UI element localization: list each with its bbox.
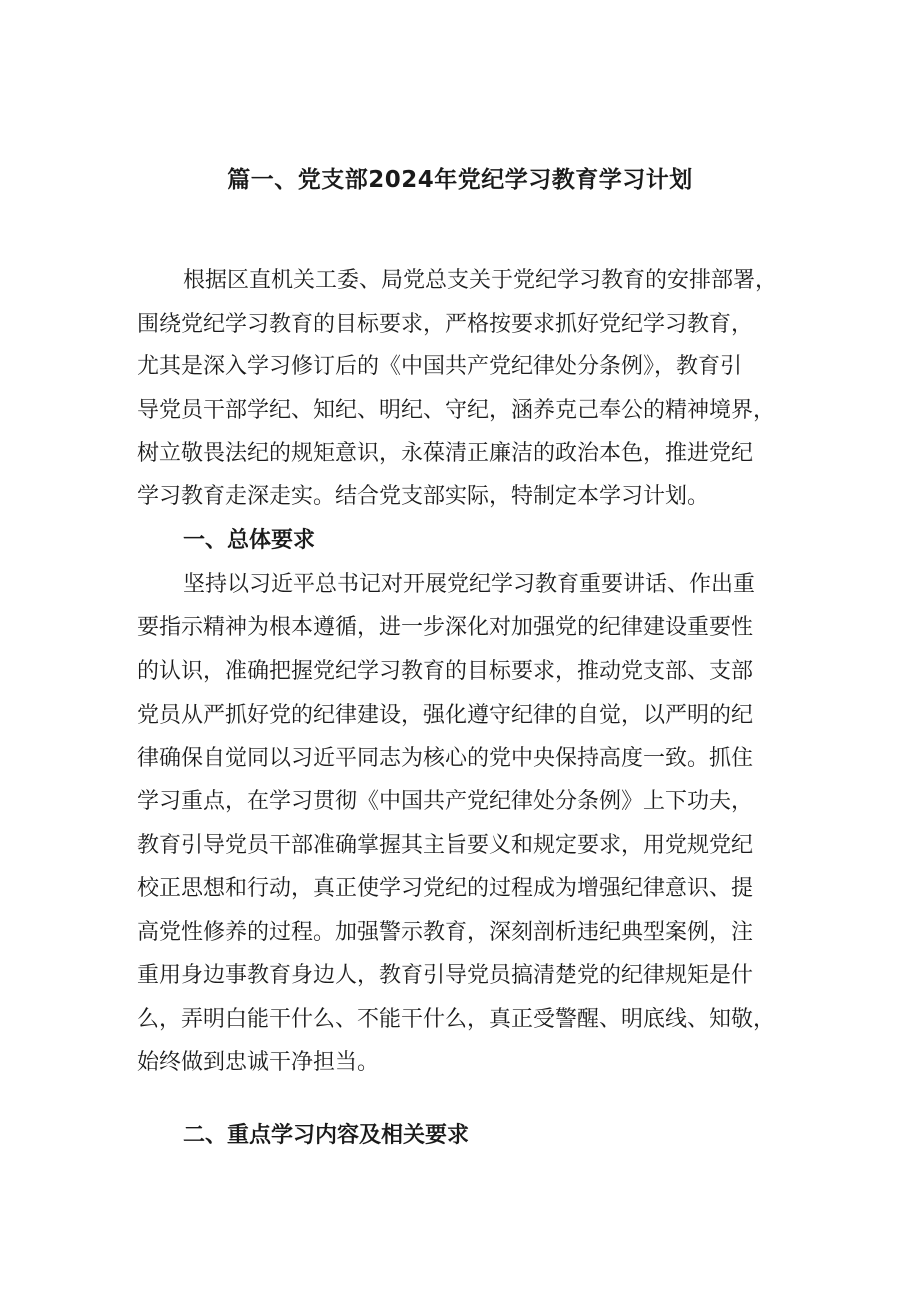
text-line: 尤其是深入学习修订后的《中国共产党纪律处分条例》，教育引 — [137, 354, 743, 379]
text-line: 学习重点，在学习贯彻《中国共产党纪律处分条例》上下功夫， — [137, 789, 754, 814]
document-title: 篇一、党支部2024年党纪学习教育学习计划 — [227, 167, 693, 193]
text-line: 坚持以习近平总书记对开展党纪学习教育重要讲话、作出重 — [183, 572, 756, 597]
text-line: 树立敬畏法纪的规矩意识，永葆清正廉洁的政治本色，推进党纪 — [137, 441, 754, 466]
text-line: 校正思想和行动，真正使学习党纪的过程成为增强纪律意识、提 — [137, 876, 754, 901]
section-heading-general-requirements: 一、总体要求 — [183, 528, 316, 553]
text-line: 重用身边事教育身边人，教育引导党员搞清楚党的纪律规矩是什 — [137, 963, 754, 988]
text-line: 的认识，准确把握党纪学习教育的目标要求，推动党支部、支部 — [137, 659, 754, 684]
text-line: 么，弄明白能干什么、不能干什么，真正受警醒、明底线、知敬， — [137, 1007, 776, 1032]
text-line: 导党员干部学纪、知纪、明纪、守纪，涵养克己奉公的精神境界， — [137, 398, 776, 423]
text-line: 党员从严抓好党的纪律建设，强化遵守纪律的自觉，以严明的纪 — [137, 703, 754, 728]
text-line: 律确保自觉同以习近平同志为核心的党中央保持高度一致。抓住 — [137, 746, 754, 771]
section-heading-key-study-content: 二、重点学习内容及相关要求 — [183, 1123, 470, 1148]
text-line: 学习教育走深走实。结合党支部实际，特制定本学习计划。 — [137, 484, 710, 509]
text-line: 教育引导党员干部准确掌握其主旨要义和规定要求，用党规党纪 — [137, 833, 754, 858]
text-line: 围绕党纪学习教育的目标要求，严格按要求抓好党纪学习教育， — [137, 312, 754, 337]
text-line: 高党性修养的过程。加强警示教育，深刻剖析违纪典型案例，注 — [137, 920, 754, 945]
text-line: 根据区直机关工委、局党总支关于党纪学习教育的安排部署， — [183, 268, 778, 293]
text-line: 始终做到忠诚干净担当。 — [137, 1050, 380, 1075]
text-line: 要指示精神为根本遵循，进一步深化对加强党的纪律建设重要性 — [137, 615, 754, 640]
